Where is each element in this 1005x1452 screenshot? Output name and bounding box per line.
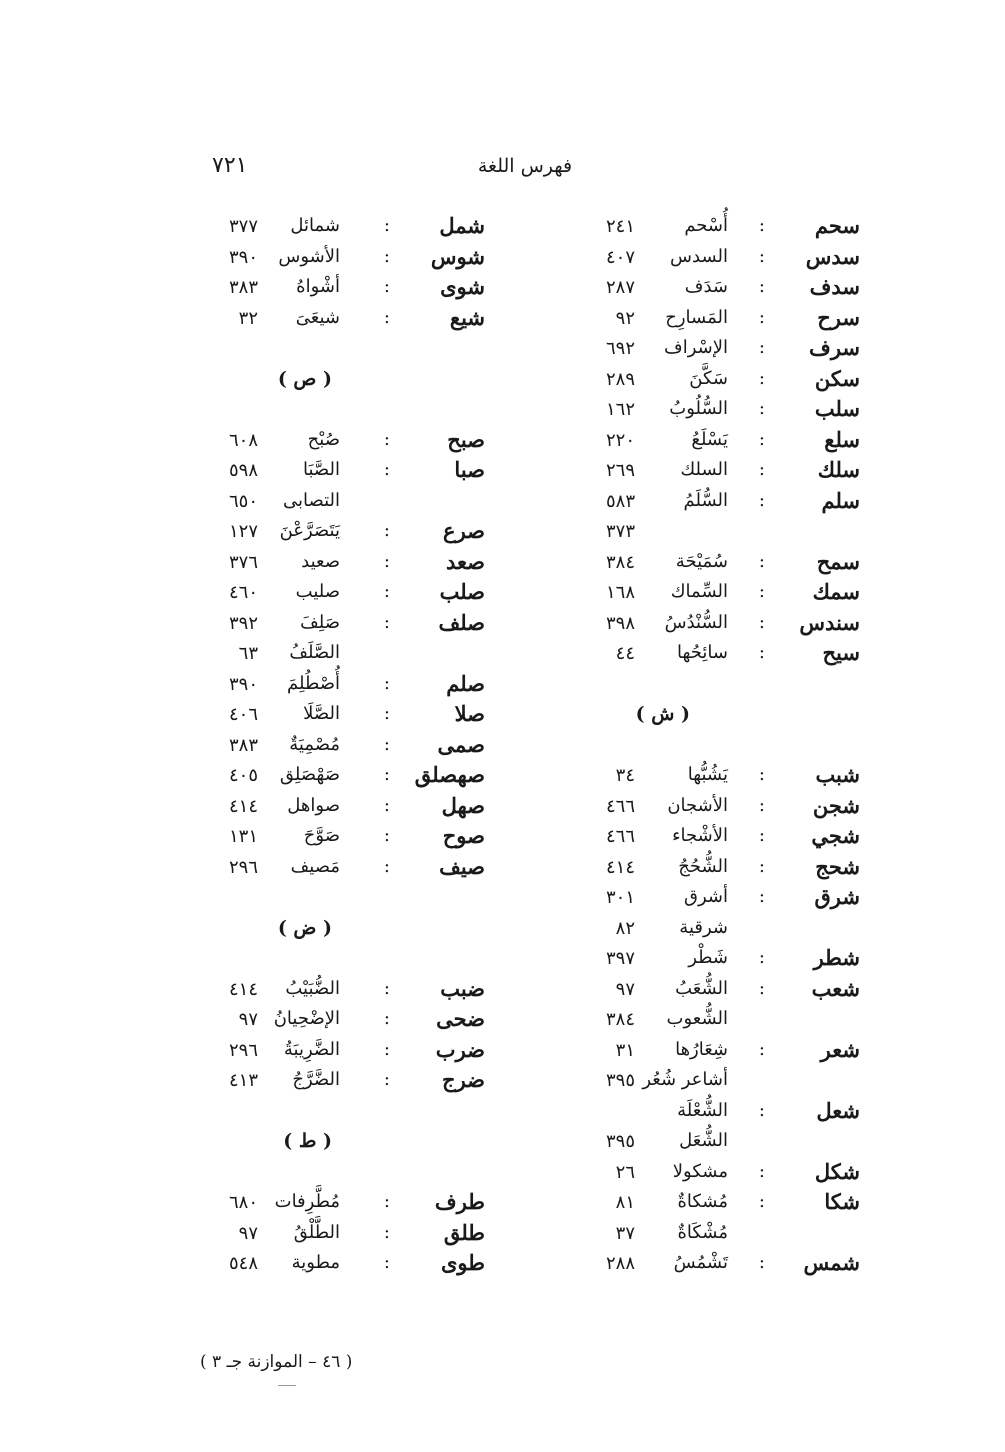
entry-page-number: ٢٩٦: [228, 856, 258, 878]
index-entry: [200, 1189, 490, 1220]
index-entry: [200, 854, 490, 885]
index-entry: [585, 1250, 860, 1281]
index-entry: [200, 518, 490, 549]
entry-word: أشْواهُ: [296, 276, 340, 297]
entry-root: سيح: [822, 640, 860, 665]
entry-word: أُسْحم: [684, 215, 728, 236]
entry-colon: :: [758, 245, 765, 267]
entry-word: السلك: [680, 459, 728, 480]
entry-word: الضَّرِيبَةُ: [283, 1038, 340, 1060]
index-entry: [585, 305, 860, 336]
entry-colon: :: [758, 825, 765, 846]
entry-page-number: ٥٤٨: [228, 1253, 258, 1274]
entry-root: شحج: [815, 853, 860, 879]
index-entry: [585, 427, 860, 458]
entry-page-number: ٣٠١: [605, 887, 635, 908]
entry-root: صرع: [443, 518, 485, 543]
entry-page-number: ٣٩٠: [228, 246, 258, 268]
entry-page-number: ١٦٢: [605, 399, 635, 420]
entry-page-number: ٢٤١: [605, 216, 635, 237]
entry-colon: :: [758, 367, 765, 389]
spacer: [200, 396, 490, 427]
entry-root: صلف: [438, 609, 485, 635]
entry-root: سرف: [809, 335, 860, 360]
index-entry: [585, 579, 860, 610]
entry-root: صلا: [454, 701, 485, 726]
entry-root: شعب: [811, 975, 860, 1001]
entry-root: سلع: [824, 426, 860, 452]
entry-colon: :: [758, 1252, 765, 1273]
entry-page-number: ٤١٤: [605, 856, 635, 878]
entry-page-number: ١٦٨: [605, 582, 635, 603]
index-entry: [200, 1220, 490, 1251]
entry-colon: :: [758, 977, 765, 999]
index-entry: [200, 305, 490, 336]
entry-colon: :: [383, 306, 390, 328]
entry-word: السُّلُوبُ: [669, 398, 728, 419]
entry-page-number: ١٢٧: [228, 521, 258, 542]
entry-page-number: ٤٦٦: [605, 826, 635, 847]
entry-word: الإضْحِيانُ: [273, 1008, 340, 1029]
index-entry: [585, 518, 860, 549]
entry-word: مُشكاةٌ: [677, 1191, 728, 1212]
footer-rule: [278, 1385, 296, 1386]
index-entry: [585, 213, 860, 244]
entry-word: مطوية: [291, 1252, 340, 1273]
entry-colon: :: [383, 1069, 390, 1090]
entry-word: صواهل: [287, 794, 340, 816]
entry-page-number: ٣٨٣: [228, 277, 258, 298]
entry-root: شجن: [812, 792, 860, 818]
entry-colon: :: [383, 825, 390, 846]
entry-root: سلك: [817, 457, 860, 482]
entry-word: صَوَّحَ: [303, 825, 340, 846]
entry-page-number: ٣٧: [615, 1222, 635, 1244]
entry-colon: :: [383, 550, 390, 572]
index-entry: [585, 1159, 860, 1190]
entry-colon: :: [383, 703, 390, 724]
index-entry: [585, 610, 860, 641]
entry-page-number: ٣٨٣: [228, 734, 258, 756]
entry-word: شيعَىَ: [295, 306, 340, 328]
spacer: [200, 335, 490, 366]
entry-colon: :: [383, 764, 390, 785]
entry-page-number: ٥٨٣: [605, 490, 635, 512]
entry-colon: :: [758, 947, 765, 968]
entry-page-number: ٩٧: [238, 1009, 258, 1030]
entry-root: شعل: [816, 1097, 860, 1123]
entry-root: سمك: [812, 579, 860, 604]
entry-word: سُمَيْحَة: [675, 550, 728, 572]
index-entry: [585, 762, 860, 793]
entry-colon: :: [383, 611, 390, 633]
entry-root: ضبب: [440, 975, 485, 1001]
section-heading: [200, 1128, 490, 1159]
index-entry: [200, 457, 490, 488]
entry-root: شكل: [814, 1158, 860, 1184]
entry-word: الأشْجاء: [672, 825, 728, 846]
entry-page-number: ٢٨٩: [605, 368, 635, 390]
index-entry: [585, 1006, 860, 1037]
entry-page-number: ٤١٤: [228, 978, 258, 1000]
entry-word: سَدَف: [684, 276, 728, 297]
entry-page-number: ٦٨٠: [228, 1192, 258, 1213]
entry-word: صليب: [295, 581, 340, 602]
entry-root: طرف: [434, 1189, 485, 1214]
index-entry: [200, 732, 490, 763]
entry-colon: :: [758, 611, 765, 633]
index-entry: [585, 488, 860, 519]
entry-page-number: ٢٨٧: [605, 277, 635, 298]
index-entry: [585, 640, 860, 671]
entry-colon: :: [758, 1191, 765, 1212]
entry-word: شرقية: [679, 916, 728, 938]
index-entry: [585, 1037, 860, 1068]
index-entry: [585, 396, 860, 427]
entry-page-number: ٦٥٠: [228, 490, 258, 512]
entry-root: شمل: [439, 213, 485, 238]
entry-page-number: ٨١: [615, 1192, 635, 1213]
entry-root: شطر: [813, 945, 860, 970]
entry-page-number: ٤٦٠: [228, 582, 258, 603]
section-heading: [200, 366, 490, 397]
right-column-index: [585, 213, 860, 1281]
entry-colon: :: [383, 215, 390, 236]
entry-page-number: ٣٧٧: [228, 216, 258, 237]
entry-page-number: ٣٨٤: [605, 551, 635, 573]
entry-word: السِّماك: [670, 581, 728, 602]
entry-root: ضرج: [442, 1067, 485, 1092]
entry-page-number: ٣٩٠: [228, 673, 258, 695]
entry-word: مَصيف: [290, 855, 340, 877]
entry-page-number: ٣٩٥: [605, 1131, 635, 1152]
entry-word: شَطْر: [688, 947, 728, 968]
entry-root: سكن: [814, 365, 860, 391]
index-entry: [200, 793, 490, 824]
index-entry: [585, 915, 860, 946]
entry-root: شيع: [449, 304, 485, 330]
section-letter: ( ض ): [277, 916, 332, 939]
spacer: [585, 732, 860, 763]
entry-root: صلب: [439, 579, 485, 604]
index-entry: [200, 610, 490, 641]
entry-page-number: ٦٠٨: [228, 429, 258, 451]
entry-word: أشرق: [684, 886, 728, 907]
spacer: [200, 1159, 490, 1190]
entry-word: يَشُبُّها: [687, 764, 728, 785]
entry-root: شمس: [803, 1250, 860, 1275]
entry-word: مُصْمِيَةٌ: [289, 733, 340, 755]
entry-colon: :: [758, 398, 765, 419]
index-entry: [200, 579, 490, 610]
entry-colon: :: [758, 306, 765, 328]
entry-root: سدف: [809, 274, 860, 299]
entry-colon: :: [758, 337, 765, 358]
entry-page-number: ٣٩٢: [228, 612, 258, 634]
left-column-index: [200, 213, 490, 1281]
index-entry: [200, 1037, 490, 1068]
entry-word: الصَّبَا: [302, 459, 340, 480]
section-letter: ( ط ): [283, 1130, 332, 1152]
entry-word: الشُّعوب: [666, 1008, 728, 1029]
entry-word: السُّنْدُسُ: [664, 611, 728, 633]
entry-colon: :: [383, 1008, 390, 1029]
index-entry: [585, 1220, 860, 1251]
section-heading: [200, 915, 490, 946]
entry-root: شجي: [811, 823, 860, 848]
entry-root: شوى: [440, 274, 485, 299]
entry-colon: :: [758, 886, 765, 907]
entry-word: التصابى: [282, 489, 340, 511]
index-entry: [200, 1067, 490, 1098]
entry-root: صهل: [441, 792, 485, 818]
entry-word: الضُّبَيْبُ: [285, 977, 340, 999]
page-header-title: فهرس اللغة: [477, 155, 573, 177]
entry-word: سائِحُها: [677, 642, 728, 663]
entry-page-number: ٣١: [615, 1039, 635, 1061]
entry-page-number: ٣٩٥: [605, 1070, 635, 1091]
entry-page-number: ٥٩٨: [228, 460, 258, 481]
entry-colon: :: [383, 1038, 390, 1060]
entry-page-number: ٤١٣: [228, 1070, 258, 1091]
entry-word: شِعَارُها: [675, 1038, 728, 1060]
entry-colon: :: [758, 215, 765, 236]
entry-word: الضَّرَّجُ: [292, 1069, 340, 1090]
entry-page-number: ٤٠٧: [605, 246, 635, 268]
index-entry: [200, 762, 490, 793]
entry-word: مشكولا: [672, 1160, 728, 1182]
entry-word: صَهْصَلِق: [279, 764, 340, 785]
index-entry: [585, 1128, 860, 1159]
entry-root: شكا: [824, 1189, 860, 1214]
spacer: [200, 1098, 490, 1129]
entry-root: صبح: [447, 426, 485, 452]
entry-page-number: ٤٦٦: [605, 795, 635, 817]
index-entry: [200, 701, 490, 732]
entry-colon: :: [383, 1221, 390, 1243]
index-entry: [585, 457, 860, 488]
index-entry: [200, 976, 490, 1007]
entry-page-number: ٤٠٥: [228, 765, 258, 786]
entry-colon: :: [383, 855, 390, 877]
index-entry: [200, 823, 490, 854]
entry-root: سرح: [817, 304, 860, 330]
entry-page-number: ١٣١: [228, 826, 258, 847]
entry-colon: :: [383, 459, 390, 480]
index-entry: [585, 854, 860, 885]
entry-word: تَشْمُسُ: [673, 1252, 728, 1273]
entry-word: يَتَصَرَّعْنَ: [279, 520, 340, 541]
entry-word: الشُّعْلَة: [677, 1099, 728, 1121]
entry-colon: :: [383, 733, 390, 755]
entry-page-number: ٣٨٤: [605, 1009, 635, 1030]
entry-page-number: ٣٢: [238, 307, 258, 329]
entry-page-number: ٩٧: [238, 1222, 258, 1244]
entry-root: سحم: [814, 213, 860, 238]
page-footer: ( ٤٦ – الموازنة جـ ٣ ): [200, 1352, 353, 1372]
entry-word: الصَّلَفُ: [289, 642, 340, 663]
entry-page-number: ٤٠٦: [228, 704, 258, 725]
entry-word: الشُّعَبُ: [675, 977, 728, 999]
entry-page-number: ٣٩٨: [605, 612, 635, 634]
entry-colon: :: [758, 276, 765, 297]
entry-page-number: ٨٢: [615, 917, 635, 939]
entry-root: سندس: [799, 609, 860, 635]
entry-colon: :: [383, 977, 390, 999]
entry-root: صوح: [442, 823, 485, 848]
entry-word: الشُّحُجُ: [678, 855, 728, 877]
entry-colon: :: [758, 459, 765, 480]
entry-page-number: ٩٢: [615, 307, 635, 329]
index-entry: [200, 274, 490, 305]
entry-colon: :: [758, 1160, 765, 1182]
entry-colon: :: [383, 520, 390, 541]
entry-word: الأشجان: [667, 794, 728, 816]
index-entry: [200, 640, 490, 671]
entry-colon: :: [383, 581, 390, 602]
page-number: ٧٢١: [212, 153, 248, 178]
section-heading: [585, 701, 860, 732]
entry-word: الطَّلْقُ: [293, 1221, 340, 1243]
index-entry: [200, 213, 490, 244]
entry-word: شمائل: [290, 215, 340, 236]
entry-word: الإسْراف: [664, 337, 728, 358]
entry-root: سمح: [816, 548, 860, 574]
entry-root: طلق: [443, 1219, 485, 1245]
entry-page-number: ٣٧٣: [605, 521, 635, 542]
entry-page-number: ٣٤: [615, 765, 635, 786]
entry-page-number: ٢٩٦: [228, 1039, 258, 1061]
entry-page-number: ٤١٤: [228, 795, 258, 817]
index-entry: [200, 244, 490, 275]
entry-root: صيف: [439, 853, 485, 879]
entry-page-number: ٩٧: [615, 978, 635, 1000]
index-entry: [585, 1067, 860, 1098]
index-entry: [585, 549, 860, 580]
entry-word: الشُّعَل: [679, 1130, 728, 1151]
entry-root: طوى: [441, 1250, 485, 1275]
index-entry: [200, 488, 490, 519]
entry-word: سَكَّنَ: [689, 367, 728, 389]
entry-page-number: ٤٤: [615, 643, 635, 664]
spacer: [200, 945, 490, 976]
entry-root: ضحى: [436, 1006, 485, 1031]
entry-root: صبا: [454, 457, 485, 482]
entry-root: صلم: [446, 670, 485, 696]
index-entry: [585, 793, 860, 824]
entry-colon: :: [758, 764, 765, 785]
entry-root: صهصلق: [414, 762, 485, 787]
entry-word: أُصْطُلِمَ: [287, 672, 340, 694]
entry-word: السُّلَمُ: [683, 489, 728, 511]
entry-colon: :: [383, 1191, 390, 1212]
entry-root: صعد: [446, 548, 485, 574]
entry-colon: :: [758, 1038, 765, 1060]
entry-colon: :: [758, 489, 765, 511]
index-entry: [585, 366, 860, 397]
index-entry: [585, 274, 860, 305]
entry-word: يَسْلَعُ: [691, 428, 728, 450]
spacer: [200, 884, 490, 915]
entry-colon: :: [758, 642, 765, 663]
index-entry: [200, 1006, 490, 1037]
index-entry: [585, 1098, 860, 1129]
entry-colon: :: [758, 855, 765, 877]
entry-colon: :: [383, 1252, 390, 1273]
entry-page-number: ٢٦: [615, 1161, 635, 1183]
index-entry: [585, 244, 860, 275]
entry-colon: :: [383, 428, 390, 450]
entry-root: شرق: [814, 884, 860, 909]
entry-root: سلب: [814, 396, 860, 421]
entry-page-number: ٦٣: [238, 643, 258, 664]
section-letter: ( ش ): [635, 703, 690, 725]
entry-root: شوس: [430, 243, 485, 269]
entry-page-number: ٢٢٠: [605, 429, 635, 451]
entry-page-number: ٦٩٢: [605, 338, 635, 359]
entry-word: مُطَّرِفات: [274, 1191, 340, 1212]
index-entry: [585, 335, 860, 366]
index-entry: [585, 884, 860, 915]
spacer: [585, 671, 860, 702]
entry-word: الصَّلَا: [303, 703, 340, 724]
entry-colon: :: [758, 581, 765, 602]
entry-colon: :: [383, 245, 390, 267]
entry-colon: :: [758, 794, 765, 816]
entry-word: مُشْكَاةٌ: [677, 1221, 728, 1243]
entry-root: سدس: [805, 243, 860, 269]
entry-word: المَسارِح: [665, 306, 728, 328]
entry-colon: :: [383, 794, 390, 816]
entry-colon: :: [758, 550, 765, 572]
index-entry: [585, 976, 860, 1007]
entry-colon: :: [383, 672, 390, 694]
index-entry: [585, 945, 860, 976]
entry-page-number: ٣٩٧: [605, 948, 635, 969]
entry-word: السدس: [670, 245, 728, 267]
entry-word: صعيد: [301, 550, 340, 572]
entry-root: صمى: [437, 731, 485, 757]
index-entry: [200, 671, 490, 702]
index-entry: [200, 1250, 490, 1281]
entry-colon: :: [758, 428, 765, 450]
entry-page-number: ٣٧٦: [228, 551, 258, 573]
index-entry: [200, 549, 490, 580]
entry-root: ضرب: [435, 1036, 485, 1062]
entry-page-number: ٢٨٨: [605, 1253, 635, 1274]
section-letter: ( ص ): [277, 367, 332, 390]
index-entry: [585, 1189, 860, 1220]
entry-root: شعر: [820, 1036, 860, 1062]
entry-page-number: ٢٦٩: [605, 460, 635, 481]
entry-root: سلم: [821, 487, 860, 513]
entry-word: الأشوس: [278, 245, 340, 267]
index-entry: [200, 427, 490, 458]
index-entry: [585, 823, 860, 854]
entry-word: صُبْح: [307, 428, 340, 450]
entry-root: شبب: [815, 762, 860, 787]
entry-word: صَلِفَ: [300, 611, 340, 633]
entry-colon: :: [758, 1099, 765, 1121]
entry-word: أشاعر شُعُر: [642, 1069, 728, 1090]
entry-colon: :: [383, 276, 390, 297]
